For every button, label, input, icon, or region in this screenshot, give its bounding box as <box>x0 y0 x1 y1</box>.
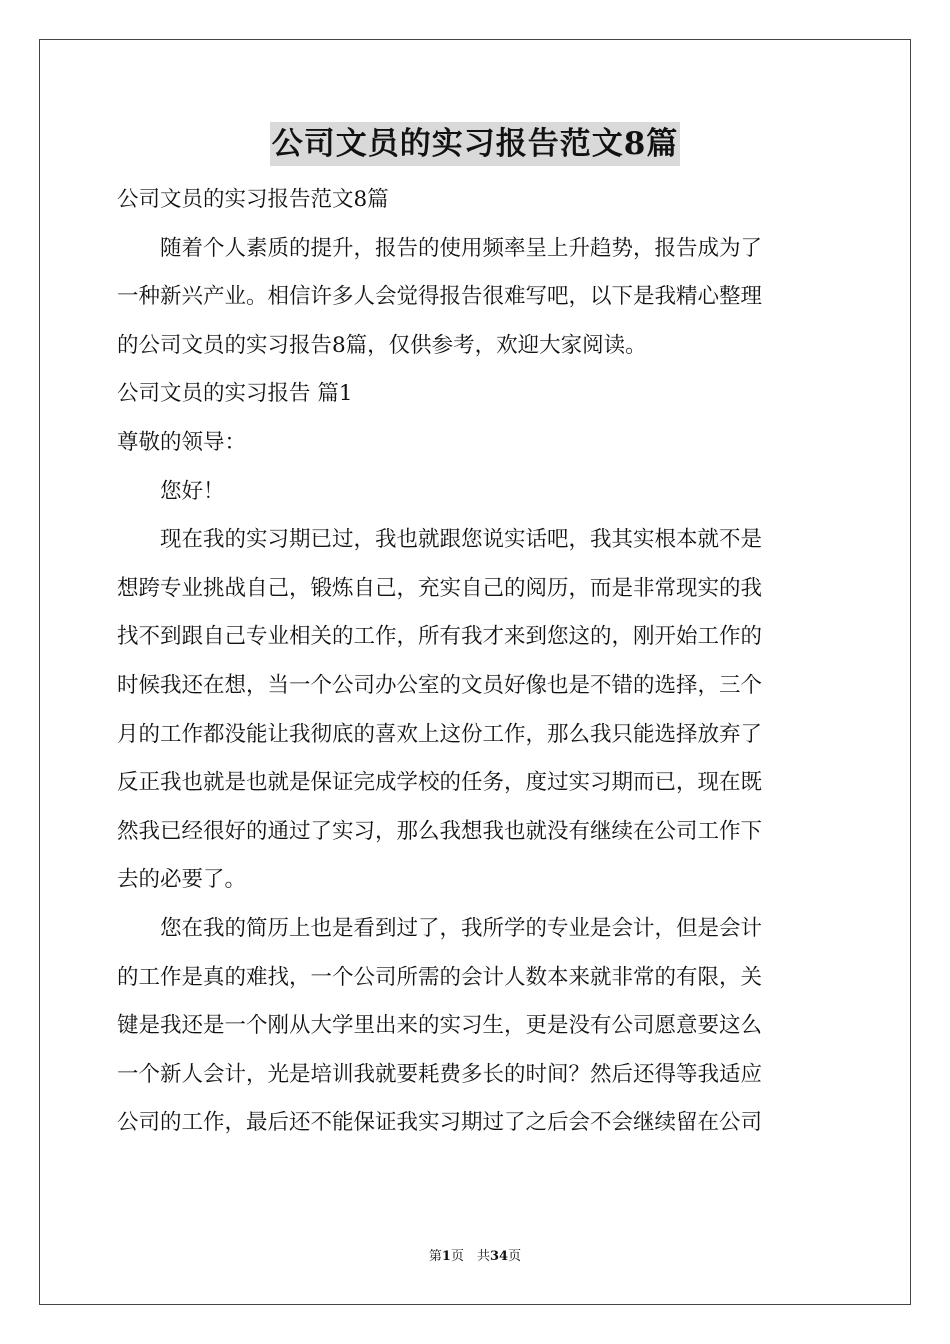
salutation: 尊敬的领导： <box>117 429 247 455</box>
footer-suffix: 页 <box>508 1249 522 1264</box>
body-line: 公司的工作，最后还不能保证我实习期过了之后会不会继续留在公司 <box>117 1110 763 1136</box>
document-title: 公司文员的实习报告范文8篇 <box>270 122 681 166</box>
body-line: 然我已经很好的通过了实习，那么我想我也就没有继续在公司工作下 <box>117 818 763 844</box>
body-line: 月的工作都没能让我彻底的喜欢上这份工作，那么我只能选择放弃了 <box>117 721 763 747</box>
body-line: 一种新兴产业。相信许多人会觉得报告很难写吧，以下是我精心整理 <box>117 284 763 310</box>
body-line: 去的必要了。 <box>117 867 247 893</box>
body-line: 一个新人会计，光是培训我就要耗费多长的时间？然后还得等我适应 <box>117 1061 763 1087</box>
body-line: 您在我的简历上也是看到过了，我所学的专业是会计，但是会计 <box>160 915 763 941</box>
body-line: 想跨专业挑战自己，锻炼自己，充实自己的阅历，而是非常现实的我 <box>117 575 763 601</box>
page-footer <box>0 1245 950 1264</box>
body-line: 的工作是真的难找，一个公司所需的会计人数本来就非常的有限，关 <box>117 964 763 990</box>
body-line: 反正我也就是也就是保证完成学校的任务，度过实习期而已，现在既 <box>117 770 763 796</box>
body-line: 随着个人素质的提升，报告的使用频率呈上升趋势，报告成为了 <box>160 235 763 261</box>
footer-prefix: 第 <box>428 1249 442 1264</box>
footer-middle: 页 共 <box>450 1249 490 1264</box>
body-line: 的公司文员的实习报告8篇，仅供参考，欢迎大家阅读。 <box>117 332 647 358</box>
body-line: 找不到跟自己专业相关的工作，所有我才来到您这的，刚开始工作的 <box>117 624 763 650</box>
body-line: 时候我还在想，当一个公司办公室的文员好像也是不错的选择，三个 <box>117 672 763 698</box>
total-pages-number: 34 <box>489 1249 509 1264</box>
body-line: 键是我还是一个刚从大学里出来的实习生，更是没有公司愿意要这么 <box>117 1013 763 1039</box>
body-line: 现在我的实习期已过，我也就跟您说实话吧，我其实根本就不是 <box>160 527 763 553</box>
body-line: 公司文员的实习报告范文8篇 <box>117 187 389 212</box>
title-container <box>0 122 950 166</box>
section-heading: 公司文员的实习报告 篇1 <box>117 381 353 407</box>
current-page-number: 1 <box>441 1249 451 1264</box>
document-body <box>117 176 833 1148</box>
greeting: 您好！ <box>160 478 225 504</box>
